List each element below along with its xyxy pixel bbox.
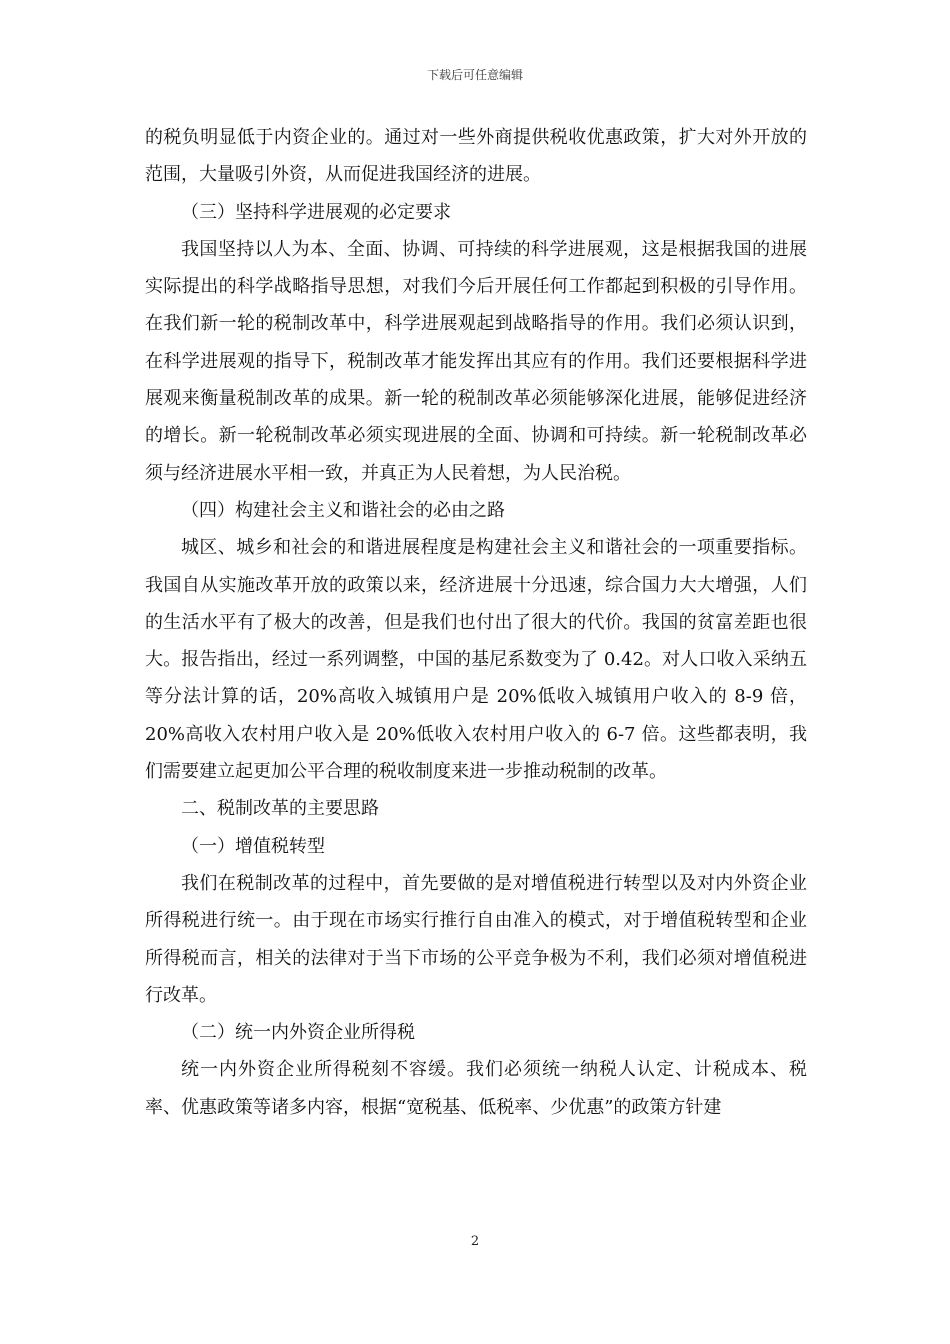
paragraph: 统一内外资企业所得税刻不容缓。我们必须统一纳税人认定、计税成本、税率、优惠政策等诸多内容，根据“宽税基、低税率、少优惠”的政策方针建 [145,1059,807,1118]
page-header: 下载后可任意编辑 [426,68,523,82]
page-number: 2 [470,1234,480,1249]
paragraph: 城区、城乡和社会的和谐进展程度是构建社会主义和谐社会的一项重要指标。我国自从实施改革开放的政策以来，经济进展十分迅速，综合国力大大增强，人们的生活水平有了极大的改善，但是我们也付出了很大的代价。我国的贫富差距也很大。报告指出，经过一系列调整，中国的基尼系数变为了 0.42。对人口收入采纳五等分法计算的话，20%高收入城镇用户是 20%低收入城镇用户收入的 8-9 倍，20%高收入农村用户收入是 20%低收入农村用户收入的 6-7 倍。这些都表明，我们需要建立起更加公平合理的税收制度来进一步推动税制的改革。 [145,537,807,783]
section-subheading-2: （二）统一内外资企业所得税 [181,1022,415,1044]
section-subheading-3: （三）坚持科学进展观的必定要求 [181,201,451,223]
paragraph: 我们在税制改革的过程中，首先要做的是对增值税进行转型以及对内外资企业所得税进行统一。由于现在市场实行推行自由准入的模式，对于增值税转型和企业所得税而言，相关的法律对于当下市场的公平竞争极为不利，我们必须对增值税进行改革。 [145,872,807,1006]
section-heading-2: 二、税制改革的主要思路 [181,798,379,820]
section-subheading-4: （四）构建社会主义和谐社会的必由之路 [181,499,505,521]
section-subheading-1: （一）增值税转型 [181,835,325,857]
document-body [145,119,807,1126]
paragraph: 我国坚持以人为本、全面、协调、可持续的科学进展观，这是根据我国的进展实际提出的科学战略指导思想，对我们今后开展任何工作都起到积极的引导作用。在我们新一轮的税制改革中，科学进展观起到战略指导的作用。我们必须认识到，在科学进展观的指导下，税制改革才能发挥出其应有的作用。我们还要根据科学进展观来衡量税制改革的成果。新一轮的税制改革必须能够深化进展，能够促进经济的增长。新一轮税制改革必须实现进展的全面、协调和可持续。新一轮税制改革必须与经济进展水平相一致，并真正为人民着想，为人民治税。 [145,238,807,484]
paragraph-continued: 的税负明显低于内资企业的。通过对一些外商提供税收优惠政策，扩大对外开放的范围，大量吸引外资，从而促进我国经济的进展。 [145,127,807,186]
